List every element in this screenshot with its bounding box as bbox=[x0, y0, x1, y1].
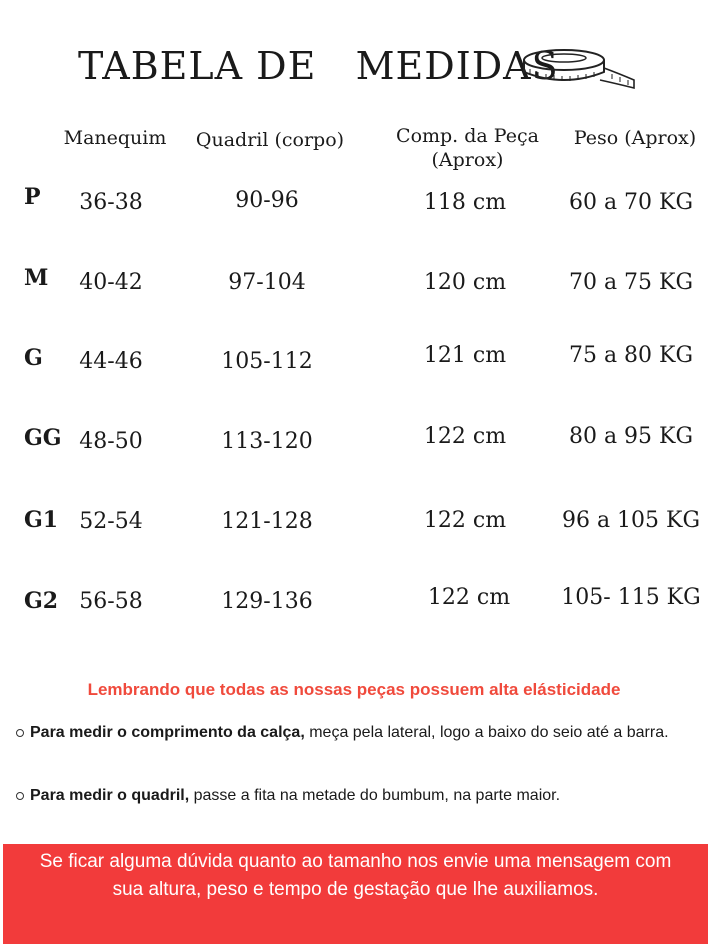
quadril-cell: 129-136 bbox=[221, 589, 313, 614]
bullet-circle-icon bbox=[16, 729, 24, 737]
header-quadril: Quadril (corpo) bbox=[195, 129, 345, 151]
measuring-tape-icon bbox=[520, 44, 638, 96]
header-comprimento-line1: Comp. da Peça bbox=[396, 125, 539, 147]
header-comprimento bbox=[380, 124, 555, 172]
size-label: G2 bbox=[24, 588, 59, 614]
bullet-text: meça pela lateral, logo a baixo do seio até a barra. bbox=[304, 724, 669, 741]
peso-cell: 80 a 95 KG bbox=[568, 424, 694, 449]
comprimento-cell: 118 cm bbox=[423, 190, 507, 215]
bullet-text: passe a fita na metade do bumbum, na parte maior. bbox=[189, 787, 561, 804]
manequim-cell: 44-46 bbox=[79, 349, 143, 374]
manequim-cell: 40-42 bbox=[79, 270, 143, 295]
header-peso: Peso (Aprox) bbox=[573, 127, 697, 149]
peso-cell: 96 a 105 KG bbox=[561, 508, 701, 533]
manequim-cell: 52-54 bbox=[79, 509, 143, 534]
size-label: M bbox=[24, 265, 49, 291]
size-label: G bbox=[24, 345, 43, 371]
peso-cell: 105- 115 KG bbox=[561, 585, 701, 610]
footer-banner bbox=[3, 844, 708, 944]
comprimento-cell: 122 cm bbox=[423, 424, 507, 449]
comprimento-cell: 122 cm bbox=[427, 585, 511, 610]
manequim-cell: 36-38 bbox=[79, 190, 143, 215]
size-label: P bbox=[24, 184, 41, 210]
elasticity-note: Lembrando que todas as nossas peças possuem alta elásticidade bbox=[87, 680, 621, 699]
bullet-bold-text: Para medir o comprimento da calça, bbox=[30, 724, 305, 741]
list-item bbox=[30, 780, 702, 811]
quadril-cell: 105-112 bbox=[221, 349, 313, 374]
comprimento-cell: 120 cm bbox=[423, 270, 507, 295]
peso-cell: 75 a 80 KG bbox=[568, 343, 694, 368]
peso-cell: 70 a 75 KG bbox=[568, 270, 694, 295]
quadril-cell: 97-104 bbox=[228, 270, 306, 295]
page-title: TABELA DE MEDIDAS bbox=[78, 44, 559, 88]
size-label: GG bbox=[24, 425, 62, 451]
quadril-cell: 90-96 bbox=[235, 188, 299, 213]
bullet-circle-icon bbox=[16, 792, 24, 800]
quadril-cell: 113-120 bbox=[221, 429, 313, 454]
quadril-cell: 121-128 bbox=[221, 509, 313, 534]
manequim-cell: 56-58 bbox=[79, 589, 143, 614]
comprimento-cell: 121 cm bbox=[423, 343, 507, 368]
peso-cell: 60 a 70 KG bbox=[568, 190, 694, 215]
header-comprimento-line2: (Aprox) bbox=[431, 149, 504, 171]
manequim-cell: 48-50 bbox=[79, 429, 143, 454]
footer-text: Se ficar alguma dúvida quanto ao tamanho nos envie uma mensagem com sua altura, peso e tempo de gestação que lhe auxiliamos. bbox=[39, 851, 672, 900]
header-manequim: Manequim bbox=[63, 127, 167, 149]
size-label: G1 bbox=[24, 507, 59, 533]
bullet-bold-text: Para medir o quadril, bbox=[30, 787, 190, 804]
list-item bbox=[30, 717, 702, 748]
comprimento-cell: 122 cm bbox=[423, 508, 507, 533]
